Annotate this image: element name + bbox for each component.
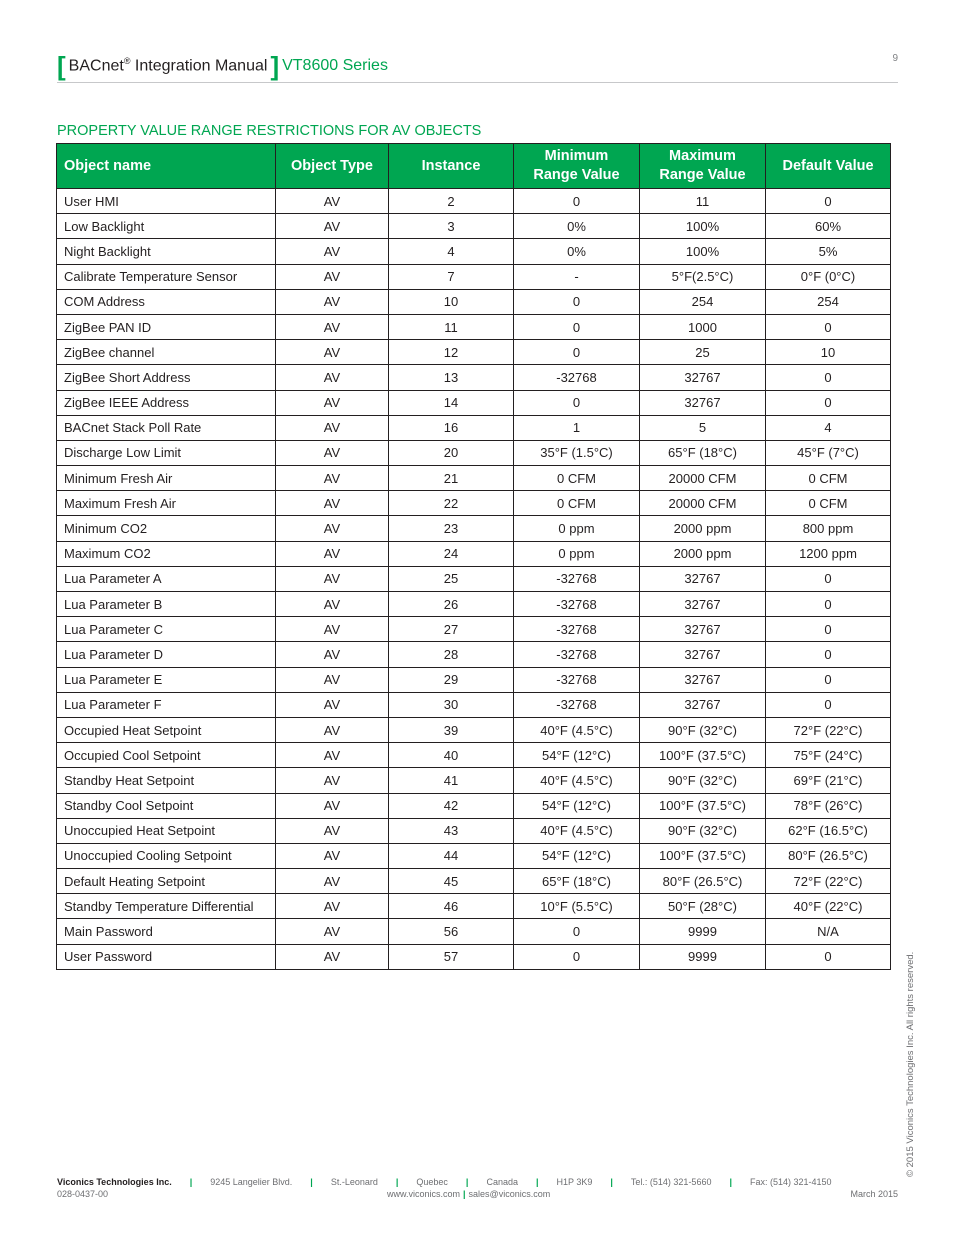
cell-object-type: AV xyxy=(276,491,389,516)
cell-min-range: 0 xyxy=(514,390,640,415)
cell-min-range: -32768 xyxy=(514,566,640,591)
cell-min-range: -32768 xyxy=(514,642,640,667)
cell-min-range: -32768 xyxy=(514,365,640,390)
cell-default-value: 0 xyxy=(766,592,891,617)
cell-min-range: 0 xyxy=(514,314,640,339)
cell-object-type: AV xyxy=(276,415,389,440)
cell-instance: 44 xyxy=(389,843,514,868)
cell-instance: 10 xyxy=(389,289,514,314)
manual-title-rest: Integration Manual xyxy=(130,57,268,75)
cell-min-range: 0 xyxy=(514,919,640,944)
cell-object-type: AV xyxy=(276,642,389,667)
header-maximum-line1: Maximum xyxy=(669,148,736,164)
cell-min-range: 35°F (1.5°C) xyxy=(514,440,640,465)
table-body xyxy=(57,189,891,970)
cell-instance: 56 xyxy=(389,919,514,944)
cell-min-range: 40°F (4.5°C) xyxy=(514,717,640,742)
table-row xyxy=(57,466,891,491)
footer-company: Viconics Technologies Inc. xyxy=(57,1177,172,1187)
cell-default-value: 40°F (22°C) xyxy=(766,894,891,919)
cell-min-range: 54°F (12°C) xyxy=(514,793,640,818)
cell-default-value: 62°F (16.5°C) xyxy=(766,818,891,843)
cell-object-name: User Password xyxy=(57,944,276,969)
cell-object-type: AV xyxy=(276,264,389,289)
table-row xyxy=(57,239,891,264)
cell-max-range: 100°F (37.5°C) xyxy=(640,743,766,768)
cell-object-type: AV xyxy=(276,919,389,944)
cell-min-range: 0 xyxy=(514,189,640,214)
table-row xyxy=(57,214,891,239)
table-row xyxy=(57,642,891,667)
cell-instance: 43 xyxy=(389,818,514,843)
cell-min-range: -32768 xyxy=(514,592,640,617)
cell-max-range: 20000 CFM xyxy=(640,491,766,516)
footer-separator: | xyxy=(310,1177,313,1187)
cell-object-name: Minimum CO2 xyxy=(57,516,276,541)
cell-max-range: 90°F (32°C) xyxy=(640,717,766,742)
cell-max-range: 1000 xyxy=(640,314,766,339)
cell-object-name: BACnet Stack Poll Rate xyxy=(57,415,276,440)
cell-max-range: 20000 CFM xyxy=(640,466,766,491)
cell-object-name: Lua Parameter A xyxy=(57,566,276,591)
cell-object-name: Maximum CO2 xyxy=(57,541,276,566)
section-title: PROPERTY VALUE RANGE RESTRICTIONS FOR AV OBJECTS xyxy=(57,123,482,139)
footer-postal-code: H1P 3K9 xyxy=(556,1177,593,1187)
footer-separator: | xyxy=(189,1177,193,1187)
cell-instance: 27 xyxy=(389,617,514,642)
cell-max-range: 100% xyxy=(640,214,766,239)
table-row xyxy=(57,516,891,541)
cell-instance: 45 xyxy=(389,869,514,894)
cell-max-range: 9999 xyxy=(640,919,766,944)
cell-instance: 24 xyxy=(389,541,514,566)
cell-max-range: 32767 xyxy=(640,592,766,617)
table-row xyxy=(57,566,891,591)
header-object-name: Object name xyxy=(57,144,276,189)
cell-max-range: 32767 xyxy=(640,642,766,667)
table-row xyxy=(57,264,891,289)
cell-min-range: 10°F (5.5°C) xyxy=(514,894,640,919)
cell-min-range: 40°F (4.5°C) xyxy=(514,818,640,843)
cell-object-name: Calibrate Temperature Sensor xyxy=(57,264,276,289)
av-range-table xyxy=(56,143,891,970)
cell-instance: 12 xyxy=(389,340,514,365)
cell-min-range: -32768 xyxy=(514,617,640,642)
cell-default-value: 0 xyxy=(766,667,891,692)
cell-instance: 23 xyxy=(389,516,514,541)
cell-instance: 29 xyxy=(389,667,514,692)
cell-default-value: 0 CFM xyxy=(766,466,891,491)
cell-default-value: 0 xyxy=(766,692,891,717)
cell-object-type: AV xyxy=(276,566,389,591)
header-bracket-close: ] xyxy=(270,51,280,81)
cell-instance: 21 xyxy=(389,466,514,491)
cell-object-type: AV xyxy=(276,390,389,415)
footer-separator: | xyxy=(395,1177,399,1187)
cell-min-range: 0 ppm xyxy=(514,541,640,566)
cell-default-value: 0 xyxy=(766,365,891,390)
cell-instance: 46 xyxy=(389,894,514,919)
cell-object-type: AV xyxy=(276,692,389,717)
cell-instance: 13 xyxy=(389,365,514,390)
cell-object-name: Minimum Fresh Air xyxy=(57,466,276,491)
cell-min-range: 0 ppm xyxy=(514,516,640,541)
cell-default-value: 80°F (26.5°C) xyxy=(766,843,891,868)
cell-object-type: AV xyxy=(276,818,389,843)
table-row xyxy=(57,314,891,339)
cell-instance: 22 xyxy=(389,491,514,516)
cell-object-name: Lua Parameter B xyxy=(57,592,276,617)
cell-max-range: 2000 ppm xyxy=(640,541,766,566)
cell-instance: 57 xyxy=(389,944,514,969)
cell-object-name: Main Password xyxy=(57,919,276,944)
cell-default-value: 78°F (26°C) xyxy=(766,793,891,818)
table-row xyxy=(57,692,891,717)
header-object-type: Object Type xyxy=(276,144,389,189)
cell-max-range: 32767 xyxy=(640,566,766,591)
header-minimum-range xyxy=(514,144,640,189)
header-minimum-line2: Range Value xyxy=(533,167,620,183)
cell-min-range: 65°F (18°C) xyxy=(514,869,640,894)
header-maximum-range xyxy=(640,144,766,189)
cell-default-value: 69°F (21°C) xyxy=(766,768,891,793)
cell-min-range: -32768 xyxy=(514,692,640,717)
cell-object-type: AV xyxy=(276,214,389,239)
footer-date: March 2015 xyxy=(850,1189,898,1199)
table-row xyxy=(57,440,891,465)
cell-instance: 42 xyxy=(389,793,514,818)
header-default-value: Default Value xyxy=(766,144,891,189)
table-row xyxy=(57,289,891,314)
cell-max-range: 9999 xyxy=(640,944,766,969)
footer-phone: Tel.: (514) 321-5660 xyxy=(630,1177,712,1187)
cell-object-type: AV xyxy=(276,843,389,868)
cell-default-value: 5% xyxy=(766,239,891,264)
cell-max-range: 11 xyxy=(640,189,766,214)
footer-email-link[interactable]: sales@viconics.com xyxy=(468,1189,551,1199)
cell-default-value: 254 xyxy=(766,289,891,314)
cell-max-range: 254 xyxy=(640,289,766,314)
cell-object-name: Lua Parameter F xyxy=(57,692,276,717)
cell-instance: 14 xyxy=(389,390,514,415)
cell-instance: 3 xyxy=(389,214,514,239)
cell-object-name: ZigBee channel xyxy=(57,340,276,365)
cell-max-range: 65°F (18°C) xyxy=(640,440,766,465)
cell-default-value: 75°F (24°C) xyxy=(766,743,891,768)
cell-object-type: AV xyxy=(276,768,389,793)
footer-separator: | xyxy=(610,1177,613,1187)
cell-default-value: 0 xyxy=(766,944,891,969)
cell-object-type: AV xyxy=(276,239,389,264)
cell-min-range: 0 xyxy=(514,944,640,969)
cell-object-name: Occupied Heat Setpoint xyxy=(57,717,276,742)
table-row xyxy=(57,617,891,642)
cell-object-type: AV xyxy=(276,894,389,919)
footer-website-link[interactable]: www.viconics.com xyxy=(387,1189,461,1199)
cell-min-range: 0 xyxy=(514,340,640,365)
cell-object-name: Standby Heat Setpoint xyxy=(57,768,276,793)
table-row xyxy=(57,894,891,919)
registered-mark: ® xyxy=(123,56,131,67)
cell-instance: 25 xyxy=(389,566,514,591)
cell-default-value: 0 xyxy=(766,566,891,591)
table-header-row xyxy=(57,144,891,189)
cell-max-range: 100°F (37.5°C) xyxy=(640,793,766,818)
cell-object-name: Unoccupied Cooling Setpoint xyxy=(57,843,276,868)
cell-max-range: 32767 xyxy=(640,667,766,692)
cell-max-range: 32767 xyxy=(640,617,766,642)
footer-contact xyxy=(387,1189,550,1199)
cell-min-range: 1 xyxy=(514,415,640,440)
cell-max-range: 32767 xyxy=(640,692,766,717)
cell-default-value: 60% xyxy=(766,214,891,239)
cell-max-range: 32767 xyxy=(640,365,766,390)
cell-max-range: 32767 xyxy=(640,390,766,415)
cell-instance: 28 xyxy=(389,642,514,667)
cell-instance: 26 xyxy=(389,592,514,617)
cell-object-name: Unoccupied Heat Setpoint xyxy=(57,818,276,843)
table-row xyxy=(57,818,891,843)
cell-object-type: AV xyxy=(276,516,389,541)
cell-object-name: ZigBee IEEE Address xyxy=(57,390,276,415)
cell-object-type: AV xyxy=(276,717,389,742)
footer-separator: | xyxy=(535,1177,539,1187)
header-instance: Instance xyxy=(389,144,514,189)
cell-object-name: Standby Cool Setpoint xyxy=(57,793,276,818)
footer-separator: | xyxy=(729,1177,732,1187)
cell-instance: 11 xyxy=(389,314,514,339)
cell-instance: 2 xyxy=(389,189,514,214)
manual-title xyxy=(69,56,268,75)
cell-min-range: 54°F (12°C) xyxy=(514,843,640,868)
table-row xyxy=(57,717,891,742)
footer-doc-number: 028-0437-00 xyxy=(57,1189,109,1199)
footer-fax: Fax: (514) 321-4150 xyxy=(750,1177,832,1187)
cell-object-type: AV xyxy=(276,466,389,491)
cell-object-type: AV xyxy=(276,793,389,818)
cell-default-value: 0 xyxy=(766,314,891,339)
footer-country: Canada xyxy=(486,1177,518,1187)
footer-city: St.-Leonard xyxy=(330,1177,378,1187)
cell-max-range: 100°F (37.5°C) xyxy=(640,843,766,868)
cell-object-type: AV xyxy=(276,667,389,692)
document-header xyxy=(57,52,388,80)
cell-instance: 4 xyxy=(389,239,514,264)
cell-max-range: 2000 ppm xyxy=(640,516,766,541)
cell-instance: 39 xyxy=(389,717,514,742)
cell-instance: 20 xyxy=(389,440,514,465)
table-row xyxy=(57,869,891,894)
cell-min-range: 0% xyxy=(514,239,640,264)
cell-max-range: 50°F (28°C) xyxy=(640,894,766,919)
header-minimum-line1: Minimum xyxy=(544,148,609,164)
cell-max-range: 100% xyxy=(640,239,766,264)
footer-separator: | xyxy=(463,1189,466,1199)
cell-object-type: AV xyxy=(276,289,389,314)
table-row xyxy=(57,415,891,440)
footer-province: Quebec xyxy=(416,1177,448,1187)
cell-min-range: 0% xyxy=(514,214,640,239)
cell-default-value: 45°F (7°C) xyxy=(766,440,891,465)
cell-object-name: Maximum Fresh Air xyxy=(57,491,276,516)
footer-address-line xyxy=(57,1177,898,1187)
cell-max-range: 5°F(2.5°C) xyxy=(640,264,766,289)
header-bracket-open: [ xyxy=(57,51,66,81)
table-row xyxy=(57,793,891,818)
cell-object-name: ZigBee Short Address xyxy=(57,365,276,390)
cell-default-value: 72°F (22°C) xyxy=(766,869,891,894)
cell-object-type: AV xyxy=(276,617,389,642)
copyright-notice: © 2015 Viconics Technologies Inc. All rights reserved. xyxy=(905,951,916,1177)
table-row xyxy=(57,743,891,768)
table-row xyxy=(57,944,891,969)
cell-min-range: -32768 xyxy=(514,667,640,692)
table-row xyxy=(57,390,891,415)
cell-object-type: AV xyxy=(276,944,389,969)
cell-object-name: Lua Parameter D xyxy=(57,642,276,667)
cell-default-value: 0 xyxy=(766,390,891,415)
cell-object-type: AV xyxy=(276,365,389,390)
cell-object-name: ZigBee PAN ID xyxy=(57,314,276,339)
cell-object-name: Low Backlight xyxy=(57,214,276,239)
table-row xyxy=(57,541,891,566)
cell-default-value: 800 ppm xyxy=(766,516,891,541)
cell-default-value: 0°F (0°C) xyxy=(766,264,891,289)
table-row xyxy=(57,667,891,692)
cell-max-range: 80°F (26.5°C) xyxy=(640,869,766,894)
cell-max-range: 5 xyxy=(640,415,766,440)
cell-object-type: AV xyxy=(276,440,389,465)
cell-max-range: 90°F (32°C) xyxy=(640,768,766,793)
cell-instance: 7 xyxy=(389,264,514,289)
cell-object-type: AV xyxy=(276,314,389,339)
cell-object-type: AV xyxy=(276,541,389,566)
cell-min-range: - xyxy=(514,264,640,289)
cell-max-range: 90°F (32°C) xyxy=(640,818,766,843)
cell-default-value: 4 xyxy=(766,415,891,440)
cell-object-name: Lua Parameter C xyxy=(57,617,276,642)
cell-object-name: Default Heating Setpoint xyxy=(57,869,276,894)
cell-min-range: 0 CFM xyxy=(514,466,640,491)
table-row xyxy=(57,491,891,516)
cell-object-type: AV xyxy=(276,340,389,365)
cell-min-range: 40°F (4.5°C) xyxy=(514,768,640,793)
cell-min-range: 0 CFM xyxy=(514,491,640,516)
table-row xyxy=(57,340,891,365)
cell-object-name: Night Backlight xyxy=(57,239,276,264)
cell-max-range: 25 xyxy=(640,340,766,365)
cell-object-name: Occupied Cool Setpoint xyxy=(57,743,276,768)
cell-instance: 16 xyxy=(389,415,514,440)
header-divider xyxy=(57,82,898,83)
cell-default-value: 0 CFM xyxy=(766,491,891,516)
cell-object-name: COM Address xyxy=(57,289,276,314)
header-maximum-line2: Range Value xyxy=(659,167,746,183)
cell-object-type: AV xyxy=(276,592,389,617)
cell-instance: 40 xyxy=(389,743,514,768)
page-number: 9 xyxy=(892,53,898,64)
cell-default-value: N/A xyxy=(766,919,891,944)
cell-default-value: 0 xyxy=(766,189,891,214)
table-row xyxy=(57,365,891,390)
cell-object-name: Discharge Low Limit xyxy=(57,440,276,465)
cell-default-value: 0 xyxy=(766,617,891,642)
cell-min-range: 0 xyxy=(514,289,640,314)
cell-object-type: AV xyxy=(276,869,389,894)
cell-object-name: User HMI xyxy=(57,189,276,214)
cell-default-value: 1200 ppm xyxy=(766,541,891,566)
manual-title-brand: BACnet xyxy=(68,57,124,75)
cell-object-type: AV xyxy=(276,743,389,768)
cell-default-value: 0 xyxy=(766,642,891,667)
table-row xyxy=(57,189,891,214)
product-series: VT8600 Series xyxy=(282,57,388,74)
cell-object-name: Lua Parameter E xyxy=(57,667,276,692)
footer-street: 9245 Langelier Blvd. xyxy=(210,1177,293,1187)
cell-object-type: AV xyxy=(276,189,389,214)
table-row xyxy=(57,768,891,793)
table-row xyxy=(57,843,891,868)
footer-separator: | xyxy=(465,1177,469,1187)
cell-instance: 41 xyxy=(389,768,514,793)
cell-instance: 30 xyxy=(389,692,514,717)
table-row xyxy=(57,919,891,944)
cell-object-name: Standby Temperature Differential xyxy=(57,894,276,919)
table-row xyxy=(57,592,891,617)
cell-default-value: 72°F (22°C) xyxy=(766,717,891,742)
cell-min-range: 54°F (12°C) xyxy=(514,743,640,768)
cell-default-value: 10 xyxy=(766,340,891,365)
